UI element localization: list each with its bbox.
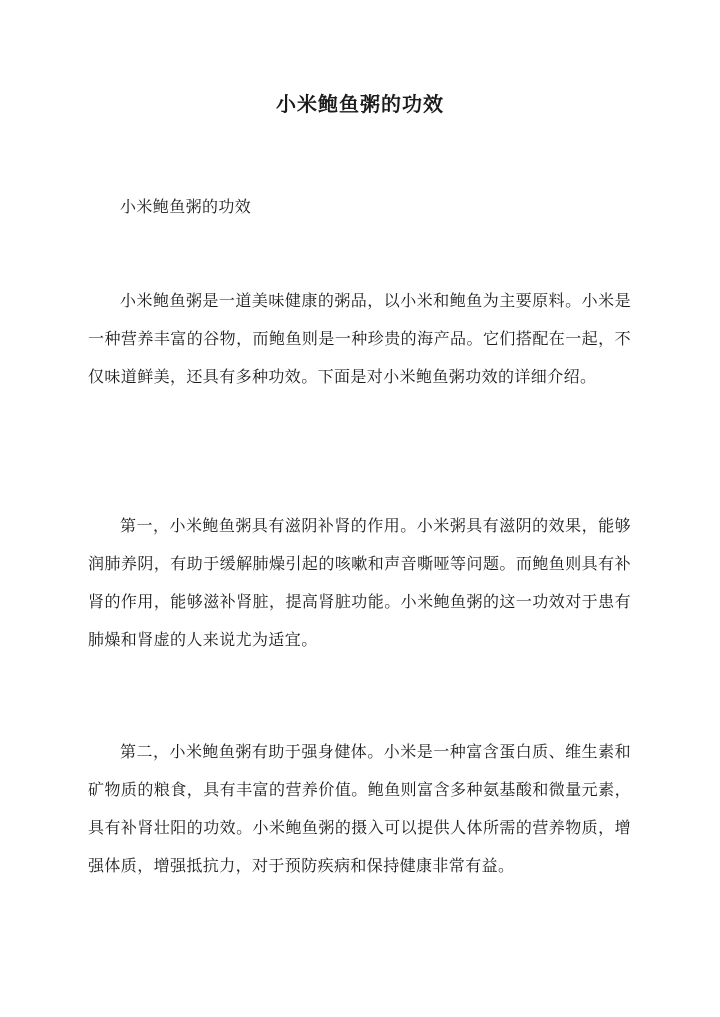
paragraph-intro: 小米鲍鱼粥是一道美味健康的粥品，以小米和鲍鱼为主要原料。小米是一种营养丰富的谷物，而鲍鱼则是一种珍贵的海产品。它们搭配在一起，不仅味道鲜美，还具有多种功效。下面是对小米鲍鱼粥功效的详细介绍。 bbox=[88, 291, 631, 386]
paragraph-subtitle: 小米鲍鱼粥的功效 bbox=[120, 197, 252, 216]
paragraph-first-benefit: 第一，小米鲍鱼粥具有滋阴补肾的作用。小米粥具有滋阴的效果，能够润肺养阴，有助于缓解肺燥引起的咳嗽和声音嘶哑等问题。而鲍鱼则具有补肾的作用，能够滋补肾脏，提高肾脏功能。小米鲍鱼粥的这一功效对于患有肺燥和肾虚的人来说尤为适宜。 bbox=[88, 516, 631, 649]
document-title: 小米鲍鱼粥的功效 bbox=[276, 92, 444, 116]
paragraph-second-benefit: 第二，小米鲍鱼粥有助于强身健体。小米是一种富含蛋白质、维生素和矿物质的粮食，具有丰富的营养价值。鲍鱼则富含多种氨基酸和微量元素，具有补肾壮阳的功效。小米鲍鱼粥的摄入可以提供人体所需的营养物质，增强体质，增强抵抗力，对于预防疾病和保持健康非常有益。 bbox=[88, 742, 631, 875]
